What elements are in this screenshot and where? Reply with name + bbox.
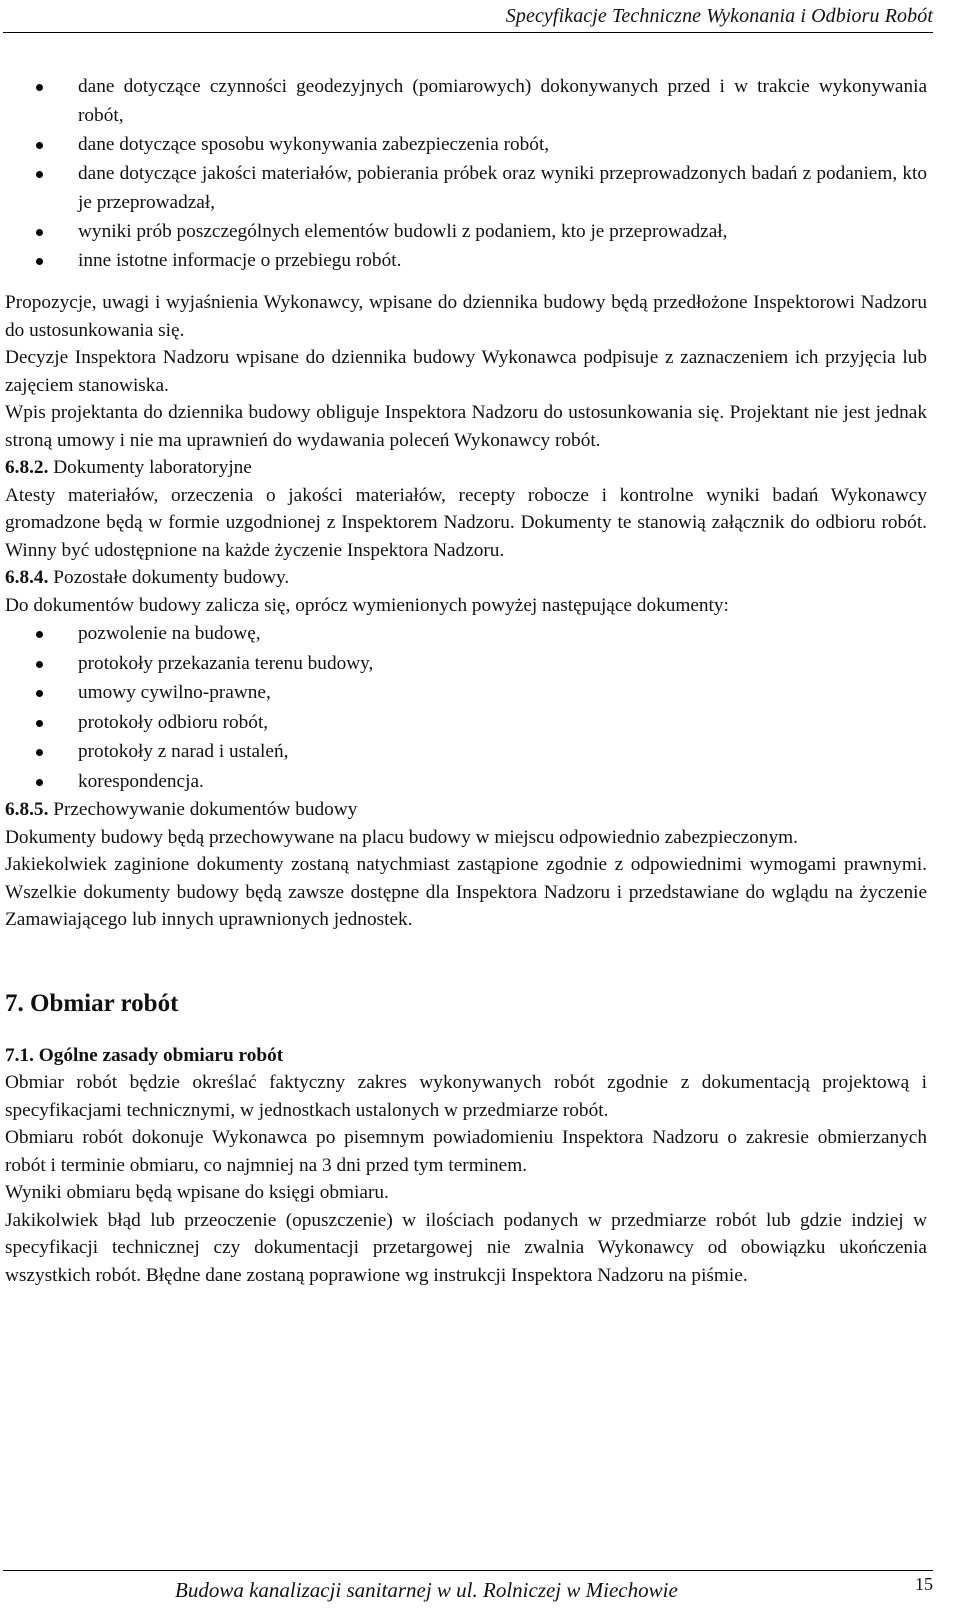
page-footer	[0, 1568, 960, 1617]
list-item: dane dotyczące czynności geodezyjnych (pomiarowych) dokonywanych przed i w trakcie wykonywania robót,	[5, 72, 927, 130]
section-heading-7: 7. Obmiar robót	[5, 989, 179, 1017]
bullet-icon	[36, 690, 43, 697]
list-item: protokoły odbioru robót,	[5, 708, 927, 738]
list-item: umowy cywilno-prawne,	[5, 678, 927, 708]
bullet-icon	[36, 661, 43, 668]
subsection-heading-6-8-5: 6.8.5. Przechowywanie dokumentów budowy	[5, 799, 358, 820]
paragraph: Dokumenty budowy będą przechowywane na placu budowy w miejscu odpowiednio zabezpieczonym.	[5, 826, 798, 848]
bullet-icon	[36, 720, 43, 727]
list-item: dane dotyczące sposobu wykonywania zabezpieczenia robót,	[5, 130, 927, 159]
paragraph: Obmiaru robót dokonuje Wykonawca po pisemnym powiadomieniu Inspektora Nadzoru o zakresie obmierzanych robót i terminie obmiaru, co najmniej na 3 dni przed tym terminem.	[5, 1127, 927, 1176]
header-rule	[3, 32, 933, 33]
document-body	[5, 72, 927, 1289]
bullet-icon	[36, 749, 43, 756]
bullet-icon	[36, 258, 43, 265]
paragraph: Propozycje, uwagi i wyjaśnienia Wykonawcy, wpisane do dziennika budowy będą przedłożone Inspektorowi Nadzoru do ustosunkowania się.	[5, 292, 927, 341]
subsection-heading-6-8-2: 6.8.2. Dokumenty laboratoryjne	[5, 457, 252, 478]
paragraph: Obmiar robót będzie określać faktyczny zakres wykonywanych robót zgodnie z dokumentacją projektową i specyfikacjami technicznymi, w jednostkach ustalonych w przedmiarze robót.	[5, 1072, 927, 1121]
bullet-list-diary-entries	[5, 72, 927, 275]
list-item: korespondencja.	[5, 767, 927, 797]
paragraph: Jakikolwiek błąd lub przeoczenie (opuszczenie) w ilościach podanych w przedmiarze robót lub gdzie indziej w specyfikacji technicznej czy dokumentacji przetargowej nie zwalnia Wykonawcy od obowiązku ukończenia wszystkich robót. Błędne dane zostaną poprawione wg instrukcji Inspektora Nadzoru na piśmie.	[5, 1209, 927, 1286]
page-header	[0, 2, 960, 32]
paragraph: Do dokumentów budowy zalicza się, oprócz wymienionych powyżej następujące dokumenty:	[5, 594, 729, 616]
header-title: Specyfikacje Techniczne Wykonania i Odbioru Robót	[505, 5, 933, 27]
list-item: protokoły przekazania terenu budowy,	[5, 649, 927, 679]
bullet-icon	[36, 229, 43, 236]
list-item: wyniki prób poszczególnych elementów budowli z podaniem, kto je przeprowadzał,	[5, 217, 927, 246]
paragraph: Decyzje Inspektora Nadzoru wpisane do dziennika budowy Wykonawca podpisuje z zaznaczeniem ich przyjęcia lub zajęciem stanowiska.	[5, 347, 927, 396]
list-item: dane dotyczące jakości materiałów, pobierania próbek oraz wyniki przeprowadzonych badań z podaniem, kto je przeprowadzał,	[5, 159, 927, 217]
paragraph: Wyniki obmiaru będą wpisane do księgi obmiaru.	[5, 1182, 389, 1203]
paragraph: Wpis projektanta do dziennika budowy obliguje Inspektora Nadzoru do ustosunkowania się. Projektant nie jest jednak stroną umowy i nie ma uprawnień do wydawania poleceń Wykonawcy robót.	[5, 402, 927, 451]
list-item: inne istotne informacje o przebiegu robót.	[5, 246, 927, 275]
paragraph: Jakiekolwiek zaginione dokumenty zostaną natychmiast zastąpione zgodnie z odpowiednimi wymogami prawnymi. Wszelkie dokumenty budowy będą zawsze dostępne dla Inspektora Nadzoru i przedstawiane do wglądu na życzenie Zamawiającego lub innych uprawnionych jednostek.	[5, 854, 927, 930]
subsection-heading-7-1: 7.1. Ogólne zasady obmiaru robót	[5, 1044, 284, 1066]
list-item: protokoły z narad i ustaleń,	[5, 737, 927, 767]
bullet-icon	[36, 84, 43, 91]
bullet-icon	[36, 779, 43, 786]
page-number: 15	[915, 1574, 933, 1594]
bullet-icon	[36, 171, 43, 178]
paragraph: Atesty materiałów, orzeczenia o jakości materiałów, recepty robocze i kontrolne wyniki badań Wykonawcy gromadzone będą w formie uzgodnionej z Inspektorem Nadzoru. Dokumenty te stanowią załącznik do odbioru robót. Winny być udostępnione na każde życzenie Inspektora Nadzoru.	[5, 484, 927, 561]
bullet-list-documents	[5, 619, 927, 796]
bullet-icon	[36, 631, 43, 638]
footer-title: Budowa kanalizacji sanitarnej w ul. Rolniczej w Miechowie	[175, 1578, 678, 1602]
footer-rule	[3, 1570, 933, 1571]
list-item: pozwolenie na budowę,	[5, 619, 927, 649]
subsection-heading-6-8-4: 6.8.4. Pozostałe dokumenty budowy.	[5, 567, 290, 588]
bullet-icon	[36, 142, 43, 149]
